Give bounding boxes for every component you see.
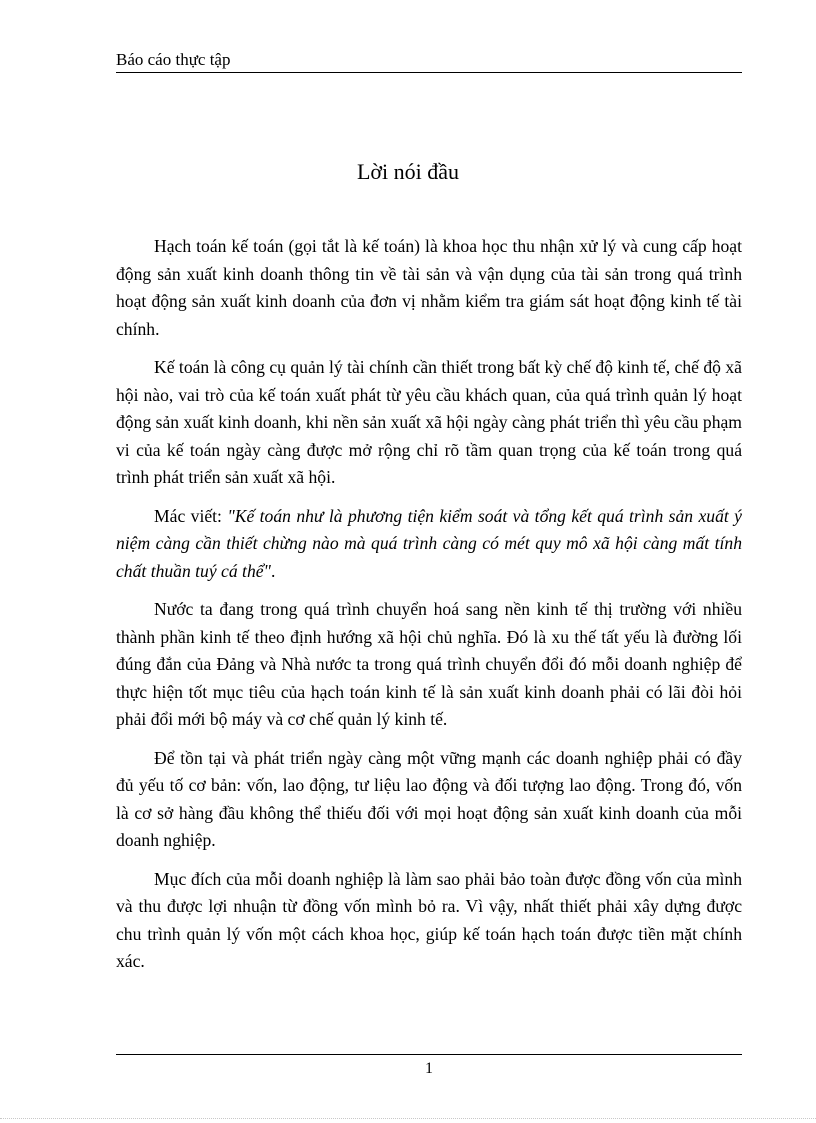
header-title: Báo cáo thực tập — [116, 50, 231, 69]
page-number: 1 — [425, 1060, 433, 1077]
page-header — [116, 48, 742, 73]
paragraph: Mục đích của mỗi doanh nghiệp là làm sao phải bảo toàn được đồng vốn của mình và thu được lợi nhuận từ đồng vốn mình bỏ ra. Vì vậy, nhất thiết phải xây dựng được chu trình quản lý vốn một cách khoa học, giúp kế toán hạch toán được tiền mặt chính xác. — [116, 868, 742, 971]
quote-lead: Mác viết: — [154, 505, 228, 526]
quote-paragraph — [116, 503, 742, 586]
paragraph: Nước ta đang trong quá trình chuyển hoá sang nền kinh tế thị trường với nhiều thành phần kinh tế theo định hướng xã hội chủ nghĩa. Đó là xu thế tất yếu là đường lối đúng đắn của Đảng và Nhà nước ta trong quá trình chuyển đổi đó mỗi doanh nghiệp để thực hiện tốt mục tiêu của hạch toán kinh tế là sản xuất kinh doanh phải có lãi đòi hỏi phải đổi mới bộ máy và cơ chế quản lý kinh tế. — [116, 599, 742, 729]
quote-text: "Kế toán như là phương tiện kiểm soát và tổng kết quá trình sản xuất ý niệm càng cần thiết chừng nào mà quá trình càng có mét quy mô xã hội càng mất tính chất thuần tuý cá thể" — [116, 505, 742, 581]
document-title: Lời nói đầu — [356, 159, 460, 184]
quote-tail: . — [270, 560, 276, 581]
paragraph: Hạch toán kế toán (gọi tắt là kế toán) là khoa học thu nhận xử lý và cung cấp hoạt động sản xuất kinh doanh thông tin về tài sản và vận dụng của tài sản trong quá trình hoạt động sản xuất kinh doanh của đơn vị nhằm kiểm tra giám sát hoạt động kinh tế tài chính. — [116, 236, 742, 339]
page-edge-divider — [0, 1118, 816, 1119]
paragraph: Để tồn tại và phát triển ngày càng một vững mạnh các doanh nghiệp phải có đầy đủ yếu tố cơ bản: vốn, lao động, tư liệu lao động và đối tượng lao động. Trong đó, vốn là cơ sở hàng đầu không thể thiếu đối với mọi hoạt động sản xuất kinh doanh của mỗi doanh nghiệp. — [116, 747, 742, 850]
page-footer — [116, 1054, 742, 1079]
document-body — [116, 233, 742, 987]
paragraph: Kế toán là công cụ quản lý tài chính cần thiết trong bất kỳ chế độ kinh tế, chế độ xã hội nào, vai trò của kế toán xuất phát từ yêu cầu khách quan, của quá trình quản lý hoạt động sản xuất kinh doanh, khi nền sản xuất xã hội ngày càng phát triển thì yêu cầu phạm vi của kế toán ngày càng được mở rộng chỉ rõ tầm quan trọng của kế toán trong quá trình phát triển sản xuất xã hội. — [116, 357, 742, 487]
